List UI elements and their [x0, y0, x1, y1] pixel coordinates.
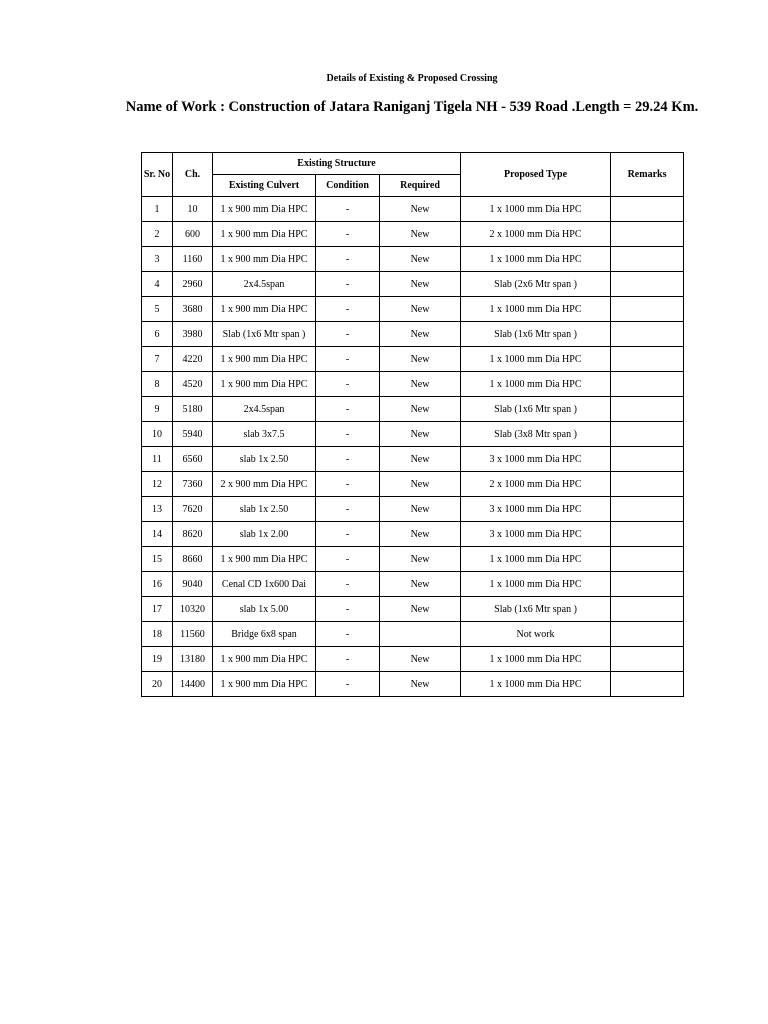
condition-cell: -: [316, 622, 380, 647]
existing-culvert-cell: 1 x 900 mm Dia HPC: [213, 197, 316, 222]
crossing-table: [141, 152, 684, 697]
sr-no-cell: 18: [142, 622, 173, 647]
table-body: [142, 197, 684, 697]
condition-cell: -: [316, 472, 380, 497]
condition-cell: -: [316, 272, 380, 297]
table-row: [142, 297, 684, 322]
proposed-type-cell: 1 x 1000 mm Dia HPC: [461, 372, 611, 397]
proposed-type-cell: 1 x 1000 mm Dia HPC: [461, 297, 611, 322]
required-cell: New: [380, 422, 461, 447]
ch-cell: 4520: [173, 372, 213, 397]
table-row: [142, 622, 684, 647]
existing-culvert-cell: 1 x 900 mm Dia HPC: [213, 347, 316, 372]
ch-cell: 1160: [173, 247, 213, 272]
remarks-cell: [611, 272, 684, 297]
required-cell: New: [380, 522, 461, 547]
sr-no-cell: 19: [142, 647, 173, 672]
sr-no-cell: 14: [142, 522, 173, 547]
table-row: [142, 447, 684, 472]
table-row: [142, 572, 684, 597]
existing-culvert-cell: 2 x 900 mm Dia HPC: [213, 472, 316, 497]
existing-culvert-cell: 1 x 900 mm Dia HPC: [213, 372, 316, 397]
remarks-cell: [611, 672, 684, 697]
remarks-cell: [611, 397, 684, 422]
sr-no-cell: 9: [142, 397, 173, 422]
table-row: [142, 197, 684, 222]
condition-cell: -: [316, 322, 380, 347]
proposed-type-cell: 2 x 1000 mm Dia HPC: [461, 222, 611, 247]
document-title: Details of Existing & Proposed Crossing: [326, 73, 498, 84]
condition-cell: -: [316, 597, 380, 622]
condition-cell: -: [316, 372, 380, 397]
col-remarks-header: Remarks: [611, 153, 684, 197]
proposed-type-cell: Slab (1x6 Mtr span ): [461, 397, 611, 422]
condition-cell: -: [316, 572, 380, 597]
condition-cell: -: [316, 647, 380, 672]
ch-cell: 600: [173, 222, 213, 247]
ch-cell: 3680: [173, 297, 213, 322]
required-cell: New: [380, 322, 461, 347]
proposed-type-cell: Slab (2x6 Mtr span ): [461, 272, 611, 297]
remarks-cell: [611, 522, 684, 547]
ch-cell: 13180: [173, 647, 213, 672]
sr-no-cell: 11: [142, 447, 173, 472]
condition-cell: -: [316, 522, 380, 547]
table-header: [142, 153, 684, 197]
existing-culvert-cell: slab 1x 2.50: [213, 497, 316, 522]
remarks-cell: [611, 247, 684, 272]
remarks-cell: [611, 572, 684, 597]
condition-cell: -: [316, 672, 380, 697]
existing-culvert-cell: slab 1x 5.00: [213, 597, 316, 622]
proposed-type-cell: 1 x 1000 mm Dia HPC: [461, 647, 611, 672]
sr-no-cell: 10: [142, 422, 173, 447]
remarks-cell: [611, 347, 684, 372]
required-cell: New: [380, 597, 461, 622]
required-cell: New: [380, 472, 461, 497]
remarks-cell: [611, 597, 684, 622]
table-row: [142, 422, 684, 447]
sr-no-cell: 15: [142, 547, 173, 572]
work-name-heading: Name of Work : Construction of Jatara Raniganj Tigela NH - 539 Road .Length = 29.24 Km.: [125, 99, 699, 115]
sr-no-cell: 16: [142, 572, 173, 597]
ch-cell: 10320: [173, 597, 213, 622]
sr-no-cell: 8: [142, 372, 173, 397]
existing-culvert-cell: 2x4.5span: [213, 397, 316, 422]
remarks-cell: [611, 422, 684, 447]
proposed-type-cell: 1 x 1000 mm Dia HPC: [461, 572, 611, 597]
proposed-type-cell: 3 x 1000 mm Dia HPC: [461, 522, 611, 547]
existing-culvert-cell: Bridge 6x8 span: [213, 622, 316, 647]
table-row: [142, 347, 684, 372]
remarks-cell: [611, 472, 684, 497]
required-cell: New: [380, 222, 461, 247]
proposed-type-cell: Slab (1x6 Mtr span ): [461, 597, 611, 622]
required-cell: New: [380, 372, 461, 397]
table-row: [142, 647, 684, 672]
table-row: [142, 597, 684, 622]
col-existing-culvert-header: Existing Culvert: [213, 175, 316, 197]
required-cell: New: [380, 647, 461, 672]
col-condition-header: Condition: [316, 175, 380, 197]
proposed-type-cell: 1 x 1000 mm Dia HPC: [461, 347, 611, 372]
existing-culvert-cell: Cenal CD 1x600 Dai: [213, 572, 316, 597]
col-ch-header: Ch.: [173, 153, 213, 197]
condition-cell: -: [316, 247, 380, 272]
table-row: [142, 372, 684, 397]
remarks-cell: [611, 497, 684, 522]
proposed-type-cell: 2 x 1000 mm Dia HPC: [461, 472, 611, 497]
ch-cell: 8660: [173, 547, 213, 572]
required-cell: New: [380, 272, 461, 297]
proposed-type-cell: 3 x 1000 mm Dia HPC: [461, 497, 611, 522]
proposed-type-cell: Slab (3x8 Mtr span ): [461, 422, 611, 447]
ch-cell: 5180: [173, 397, 213, 422]
existing-culvert-cell: 1 x 900 mm Dia HPC: [213, 672, 316, 697]
condition-cell: -: [316, 397, 380, 422]
ch-cell: 9040: [173, 572, 213, 597]
table-row: [142, 322, 684, 347]
condition-cell: -: [316, 547, 380, 572]
existing-structure-header: Existing Structure: [213, 153, 461, 175]
required-cell: New: [380, 297, 461, 322]
existing-culvert-cell: 1 x 900 mm Dia HPC: [213, 247, 316, 272]
remarks-cell: [611, 222, 684, 247]
table-row: [142, 272, 684, 297]
col-proposed-type-header: Proposed Type: [461, 153, 611, 197]
sr-no-cell: 4: [142, 272, 173, 297]
ch-cell: 11560: [173, 622, 213, 647]
sr-no-cell: 6: [142, 322, 173, 347]
required-cell: New: [380, 347, 461, 372]
existing-culvert-cell: 1 x 900 mm Dia HPC: [213, 547, 316, 572]
proposed-type-cell: 1 x 1000 mm Dia HPC: [461, 197, 611, 222]
table-row: [142, 497, 684, 522]
remarks-cell: [611, 322, 684, 347]
table-row: [142, 522, 684, 547]
ch-cell: 14400: [173, 672, 213, 697]
condition-cell: -: [316, 447, 380, 472]
ch-cell: 2960: [173, 272, 213, 297]
remarks-cell: [611, 647, 684, 672]
sr-no-cell: 20: [142, 672, 173, 697]
required-cell: New: [380, 497, 461, 522]
remarks-cell: [611, 372, 684, 397]
sr-no-cell: 5: [142, 297, 173, 322]
table-row: [142, 672, 684, 697]
condition-cell: -: [316, 422, 380, 447]
table-row: [142, 222, 684, 247]
required-cell: New: [380, 447, 461, 472]
col-sr-no-header: Sr. No: [142, 153, 173, 197]
proposed-type-cell: Slab (1x6 Mtr span ): [461, 322, 611, 347]
remarks-cell: [611, 197, 684, 222]
sr-no-cell: 12: [142, 472, 173, 497]
required-cell: New: [380, 397, 461, 422]
ch-cell: 10: [173, 197, 213, 222]
existing-culvert-cell: Slab (1x6 Mtr span ): [213, 322, 316, 347]
required-cell: New: [380, 572, 461, 597]
proposed-type-cell: 1 x 1000 mm Dia HPC: [461, 247, 611, 272]
table-row: [142, 547, 684, 572]
remarks-cell: [611, 622, 684, 647]
ch-cell: 4220: [173, 347, 213, 372]
proposed-type-cell: 1 x 1000 mm Dia HPC: [461, 547, 611, 572]
header-row-top: [142, 153, 684, 175]
condition-cell: -: [316, 197, 380, 222]
condition-cell: -: [316, 297, 380, 322]
required-cell: [380, 622, 461, 647]
required-cell: New: [380, 247, 461, 272]
required-cell: New: [380, 197, 461, 222]
sr-no-cell: 3: [142, 247, 173, 272]
ch-cell: 7620: [173, 497, 213, 522]
existing-culvert-cell: 1 x 900 mm Dia HPC: [213, 647, 316, 672]
remarks-cell: [611, 297, 684, 322]
table-row: [142, 247, 684, 272]
remarks-cell: [611, 547, 684, 572]
sr-no-cell: 7: [142, 347, 173, 372]
table-row: [142, 472, 684, 497]
existing-culvert-cell: slab 1x 2.50: [213, 447, 316, 472]
existing-culvert-cell: slab 1x 2.00: [213, 522, 316, 547]
ch-cell: 7360: [173, 472, 213, 497]
sr-no-cell: 17: [142, 597, 173, 622]
condition-cell: -: [316, 347, 380, 372]
col-required-header: Required: [380, 175, 461, 197]
required-cell: New: [380, 672, 461, 697]
ch-cell: 6560: [173, 447, 213, 472]
ch-cell: 5940: [173, 422, 213, 447]
condition-cell: -: [316, 222, 380, 247]
proposed-type-cell: 1 x 1000 mm Dia HPC: [461, 672, 611, 697]
ch-cell: 3980: [173, 322, 213, 347]
remarks-cell: [611, 447, 684, 472]
condition-cell: -: [316, 497, 380, 522]
proposed-type-cell: 3 x 1000 mm Dia HPC: [461, 447, 611, 472]
existing-culvert-cell: 1 x 900 mm Dia HPC: [213, 222, 316, 247]
table-row: [142, 397, 684, 422]
sr-no-cell: 2: [142, 222, 173, 247]
existing-culvert-cell: 1 x 900 mm Dia HPC: [213, 297, 316, 322]
required-cell: New: [380, 547, 461, 572]
proposed-type-cell: Not work: [461, 622, 611, 647]
existing-culvert-cell: 2x4.5span: [213, 272, 316, 297]
ch-cell: 8620: [173, 522, 213, 547]
sr-no-cell: 13: [142, 497, 173, 522]
sr-no-cell: 1: [142, 197, 173, 222]
existing-culvert-cell: slab 3x7.5: [213, 422, 316, 447]
